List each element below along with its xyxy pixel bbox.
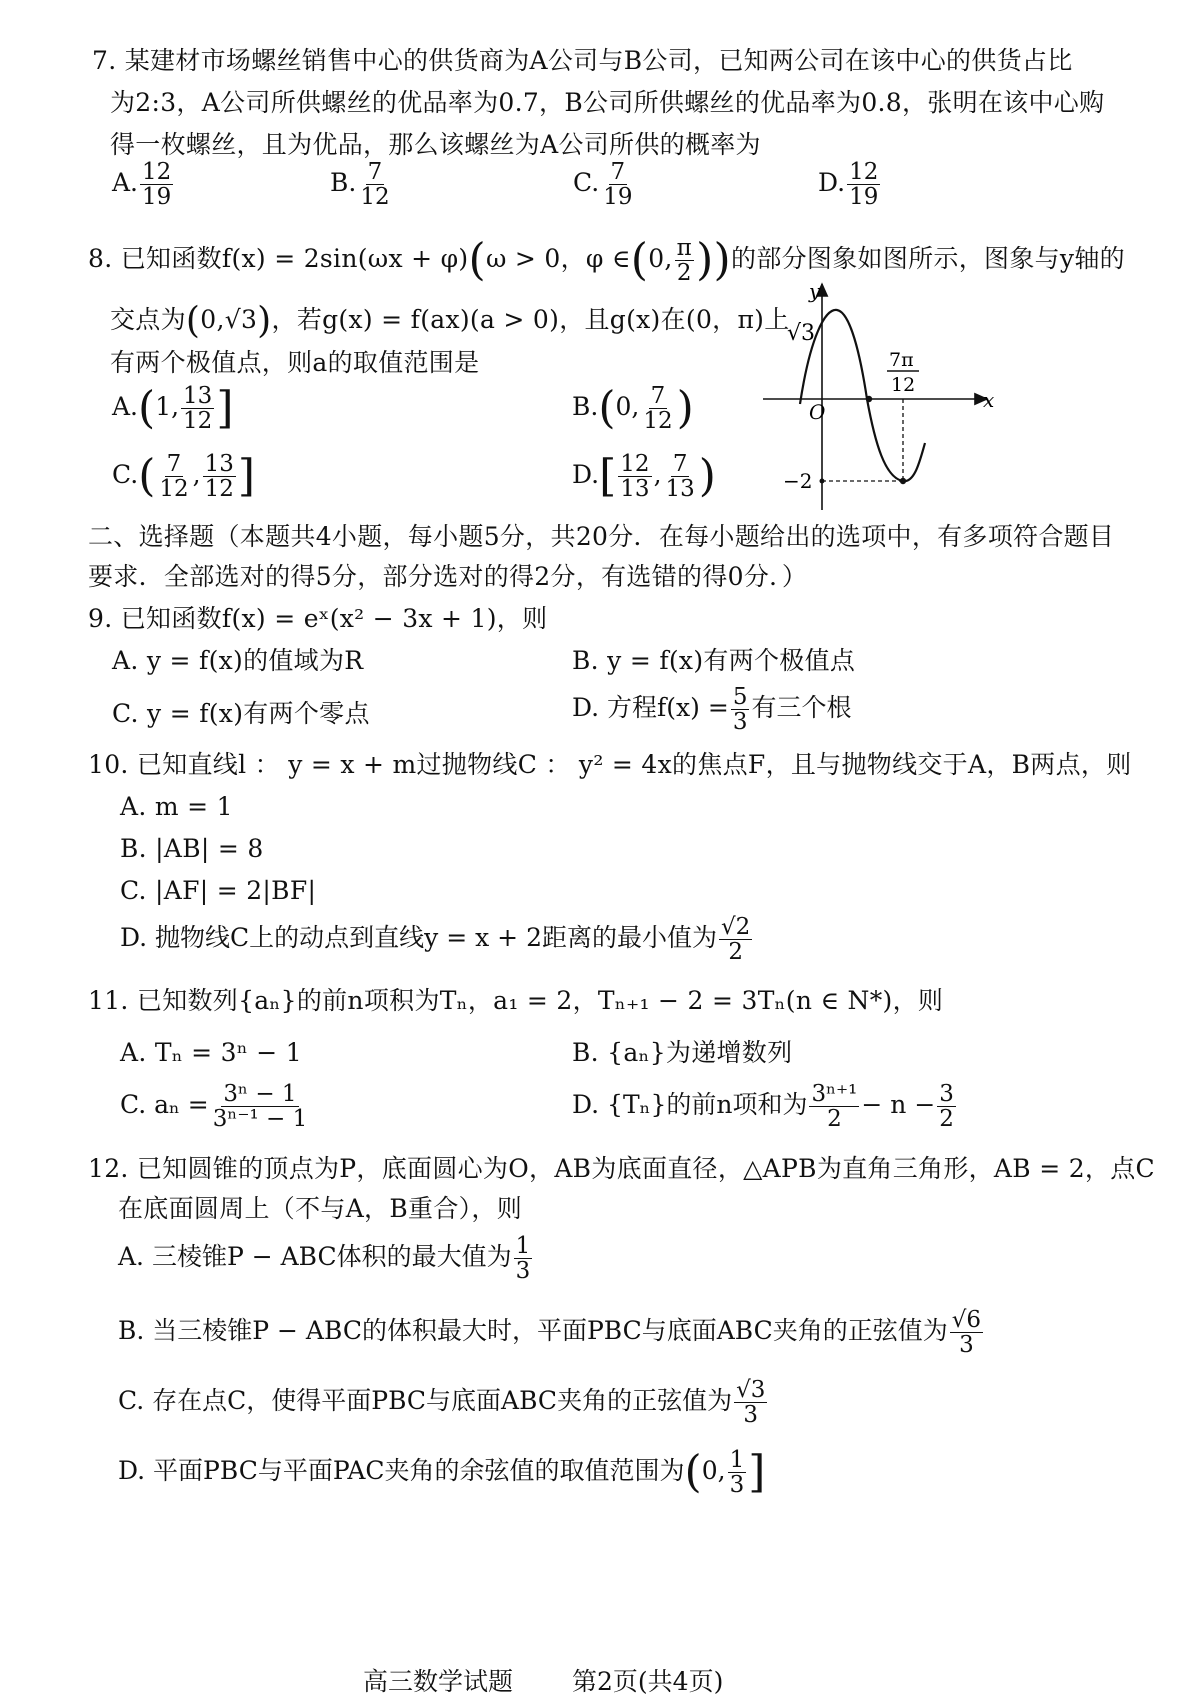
q11-option-a[interactable]: A. Tₙ = 3ⁿ − 1 (120, 1038, 302, 1067)
q7-option-c[interactable]: C. $\frac{7}{19}$ (573, 159, 633, 210)
q8-line1: 8. 已知函数f(x) = 2sin(ωx + φ)(ω > 0，φ ∈(0, $\frac{\pi}{2}$ ))的部分图象如图所示，图象与y轴的 (88, 234, 1125, 286)
q10-option-a[interactable]: A. m = 1 (120, 792, 233, 821)
point-label-den: 12 (891, 374, 916, 396)
q9-option-d[interactable]: D. 方程f(x) = $\frac{5}{3}$ 有三个根 (572, 684, 852, 735)
q10-option-d[interactable]: D. 抛物线C上的动点到直线y = x + 2距离的最小值为 $\frac{√2}{2}$ (120, 914, 751, 965)
q8-function-graph (755, 278, 1005, 528)
q11-stem: 11. 已知数列{aₙ}的前n项积为Tₙ，a₁ = 2，Tₙ₊₁ − 2 = 3Tₙ(n ∈ N*)，则 (88, 986, 944, 1015)
q7-line1: 7. 某建材市场螺丝销售中心的供货商为A公司与B公司，已知两公司在该中心的供货占比 (92, 46, 1073, 75)
q7-option-d[interactable]: D. $\frac{12}{19}$ (818, 159, 879, 210)
q10-option-c[interactable]: C. |AF| = 2|BF| (120, 876, 317, 905)
q11-option-c[interactable]: C. aₙ = $\frac{\text{3ⁿ − 1}}{\text{3ⁿ⁻¹ − 1}}$ (120, 1081, 308, 1132)
section2-line1: 二、选择题（本题共4小题，每小题5分，共20分．在每小题给出的选项中，有多项符合题目 (88, 522, 1115, 551)
y-label: y (809, 279, 821, 303)
q12-line2: 在底面圆周上（不与A，B重合），则 (118, 1194, 523, 1223)
q9-option-a[interactable]: A. y = f(x)的值域为R (112, 646, 364, 675)
q7-a-fraction: $\frac{12}{19}$ (142, 159, 172, 210)
point-label-num: 7π (889, 349, 914, 371)
q8-option-a[interactable]: A.(1, $\frac{13}{12}$ ] (112, 382, 234, 434)
q12-option-b[interactable]: B. 当三棱锥P − ABC的体积最大时，平面PBC与底面ABC夹角的正弦值为 $\frac{√6}{3}$ (118, 1307, 982, 1358)
q7-option-b[interactable]: B. $\frac{7}{12}$ (330, 159, 390, 210)
q8-option-b[interactable]: B.(0, $\frac{7}{12}$ ) (572, 382, 694, 434)
min-y-tick (820, 479, 825, 484)
q7-b-fraction: $\frac{7}{12}$ (360, 159, 390, 210)
origin-label: O (809, 400, 826, 424)
q11-option-d[interactable]: D. {Tₙ}的前n项和为 $\frac{\text{3ⁿ⁺¹}}{2}$ − n − $\frac{3}{2}$ (572, 1081, 954, 1132)
q8-line3: 有两个极值点，则a的取值范围是 (110, 348, 480, 377)
q8-line2: 交点为(0,√3)，若g(x) = f(ax)(a > 0)，且g(x)在(0，π)上 (110, 300, 790, 342)
q10-stem: 10. 已知直线l ： y = x + m过抛物线C ： y² = 4x的焦点F，且与抛物线交于A，B两点，则 (88, 750, 1132, 779)
q9-option-c[interactable]: C. y = f(x)有两个零点 (112, 699, 370, 728)
x-label: x (983, 388, 995, 412)
q12-option-c[interactable]: C. 存在点C，使得平面PBC与底面ABC夹角的正弦值为 $\frac{√3}{3}$ (118, 1377, 766, 1428)
q11-option-b[interactable]: B. {aₙ}为递增数列 (572, 1038, 793, 1067)
q8-option-c[interactable]: C.( $\frac{7}{12}$ , $\frac{13}{12}$ ] (112, 450, 256, 502)
q8-pi-half: $\frac{\pi}{2}$ (676, 235, 693, 286)
zero-point (866, 396, 872, 402)
q7-line2: 为2:3，A公司所供螺丝的优品率为0.7，B公司所供螺丝的优品率为0.8，张明在该中心购 (110, 88, 1105, 117)
q9-option-b[interactable]: B. y = f(x)有两个极值点 (572, 646, 856, 675)
footer-title: 高三数学试题 (363, 1667, 514, 1696)
y-intercept-label: √3 (787, 321, 816, 346)
q10-option-b[interactable]: B. |AB| = 8 (120, 834, 264, 863)
q12-option-d[interactable]: D. 平面PBC与平面PAC夹角的余弦值的取值范围为(0, $\frac{1}{3}$ ] (118, 1446, 766, 1498)
footer-page-number: 第2页(共4页) (572, 1667, 724, 1696)
q12-option-a[interactable]: A. 三棱锥P − ABC体积的最大值为 $\frac{1}{3}$ (118, 1233, 531, 1284)
q7-c-fraction: $\frac{7}{19}$ (603, 159, 633, 210)
q8-option-d[interactable]: D.[ $\frac{12}{13}$ , $\frac{7}{13}$ ) (572, 450, 716, 502)
q7-option-a[interactable]: A. $\frac{12}{19}$ (112, 159, 172, 210)
q9-stem: 9. 已知函数f(x) = eˣ(x² − 3x + 1)，则 (88, 604, 548, 633)
q12-line1: 12. 已知圆锥的顶点为P，底面圆心为O，AB为底面直径，△APB为直角三角形，AB = 2，点C (88, 1154, 1155, 1183)
q7-line3: 得一枚螺丝，且为优品，那么该螺丝为A公司所供的概率为 (110, 130, 761, 159)
min-point (900, 478, 906, 484)
min-value-label: −2 (783, 469, 813, 493)
section2-line2: 要求．全部选对的得5分，部分选对的得2分，有选错的得0分．） (88, 562, 808, 591)
q7-d-fraction: $\frac{12}{19}$ (849, 159, 879, 210)
